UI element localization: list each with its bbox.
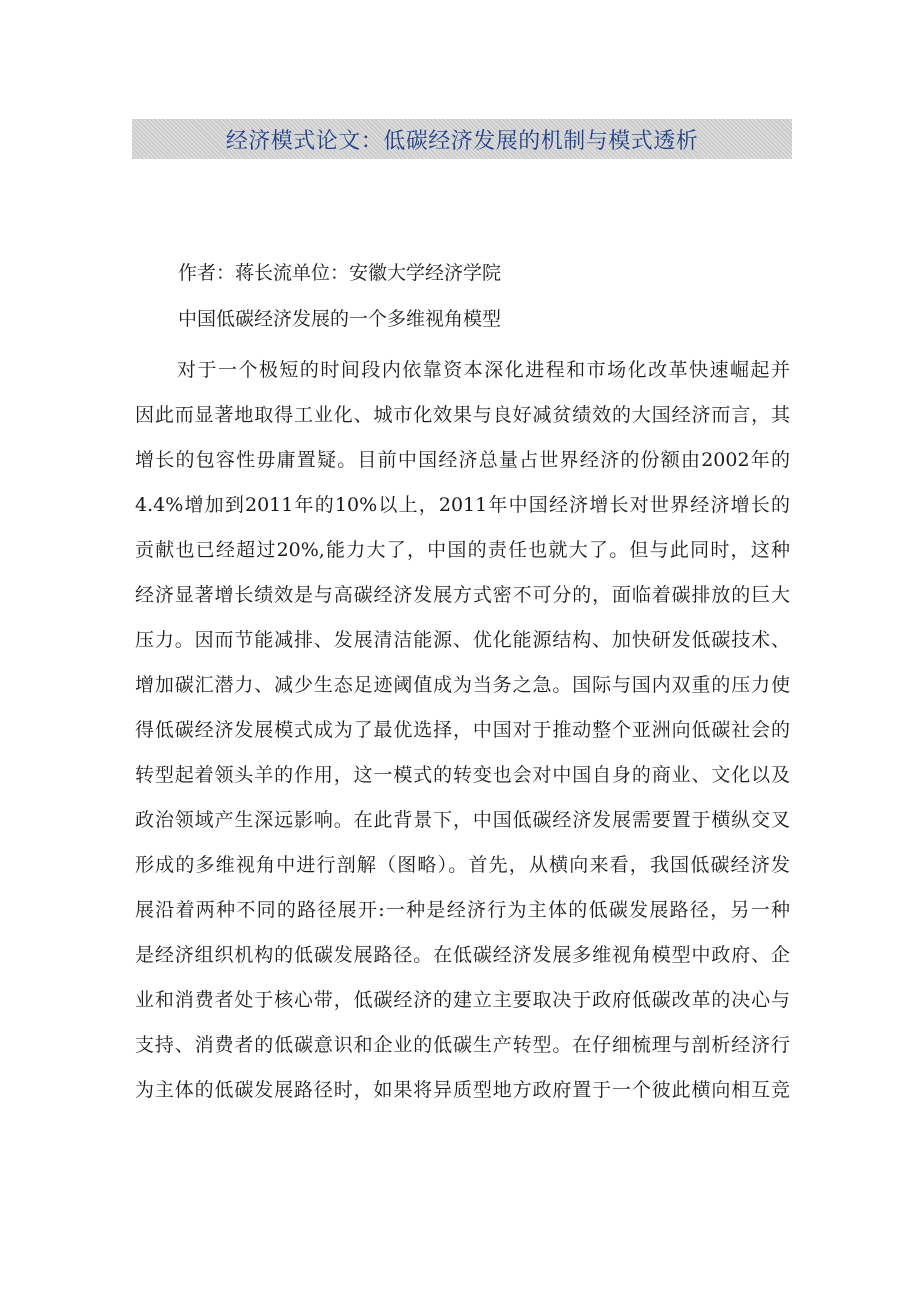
paragraph-line: 得低碳经济发展模式成为了最优选择，中国对于推动整个亚洲向低碳社会的 <box>135 719 790 741</box>
paragraph-line: 是经济组织机构的低碳发展路径。在低碳经济发展多维视角模型中政府、企 <box>135 944 790 966</box>
author-line: 作者：蒋长流单位：安徽大学经济学院 <box>178 262 502 284</box>
paragraph-line: 转型起着领头羊的作用，这一模式的转变也会对中国自身的商业、文化以及 <box>135 764 790 786</box>
paragraph-line: 业和消费者处于核心带，低碳经济的建立主要取决于政府低碳改革的决心与 <box>135 989 790 1011</box>
paragraph-line: 政治领域产生深远影响。在此背景下，中国低碳经济发展需要置于横纵交叉 <box>135 809 790 831</box>
paragraph-line: 增加碳汇潜力、减少生态足迹阈值成为当务之急。国际与国内双重的压力使 <box>135 674 790 696</box>
body-paragraph <box>135 348 790 1113</box>
paragraph-line: 因此而显著地取得工业化、城市化效果与良好减贫绩效的大国经济而言，其 <box>135 404 790 426</box>
paragraph-line: 对于一个极短的时间段内依靠资本深化进程和市场化改革快速崛起并 <box>177 359 790 381</box>
paragraph-line: 为主体的低碳发展路径时，如果将异质型地方政府置于一个彼此横向相互竞 <box>135 1079 790 1101</box>
paragraph-line: 4.4%增加到2011年的10%以上，2011年中国经济增长对世界经济增长的 <box>135 494 790 516</box>
paragraph-line: 贡献也已经超过20%,能力大了，中国的责任也就大了。但与此同时，这种 <box>135 539 790 561</box>
paragraph-line: 形成的多维视角中进行剖解（图略）。首先，从横向来看，我国低碳经济发 <box>135 854 790 876</box>
paragraph-line: 展沿着两种不同的路径展开:一种是经济行为主体的低碳发展路径，另一种 <box>135 899 790 921</box>
paragraph-line: 增长的包容性毋庸置疑。目前中国经济总量占世界经济的份额由2002年的 <box>135 449 790 471</box>
paragraph-line: 支持、消费者的低碳意识和企业的低碳生产转型。在仔细梳理与剖析经济行 <box>135 1034 790 1056</box>
title-banner <box>132 119 792 159</box>
paragraph-line: 压力。因而节能减排、发展清洁能源、优化能源结构、加快研发低碳技术、 <box>135 629 790 651</box>
section-heading: 中国低碳经济发展的一个多维视角模型 <box>178 308 502 330</box>
paragraph-line: 经济显著增长绩效是与高碳经济发展方式密不可分的，面临着碳排放的巨大 <box>135 584 790 606</box>
document-title: 经济模式论文：低碳经济发展的机制与模式透析 <box>225 128 699 154</box>
